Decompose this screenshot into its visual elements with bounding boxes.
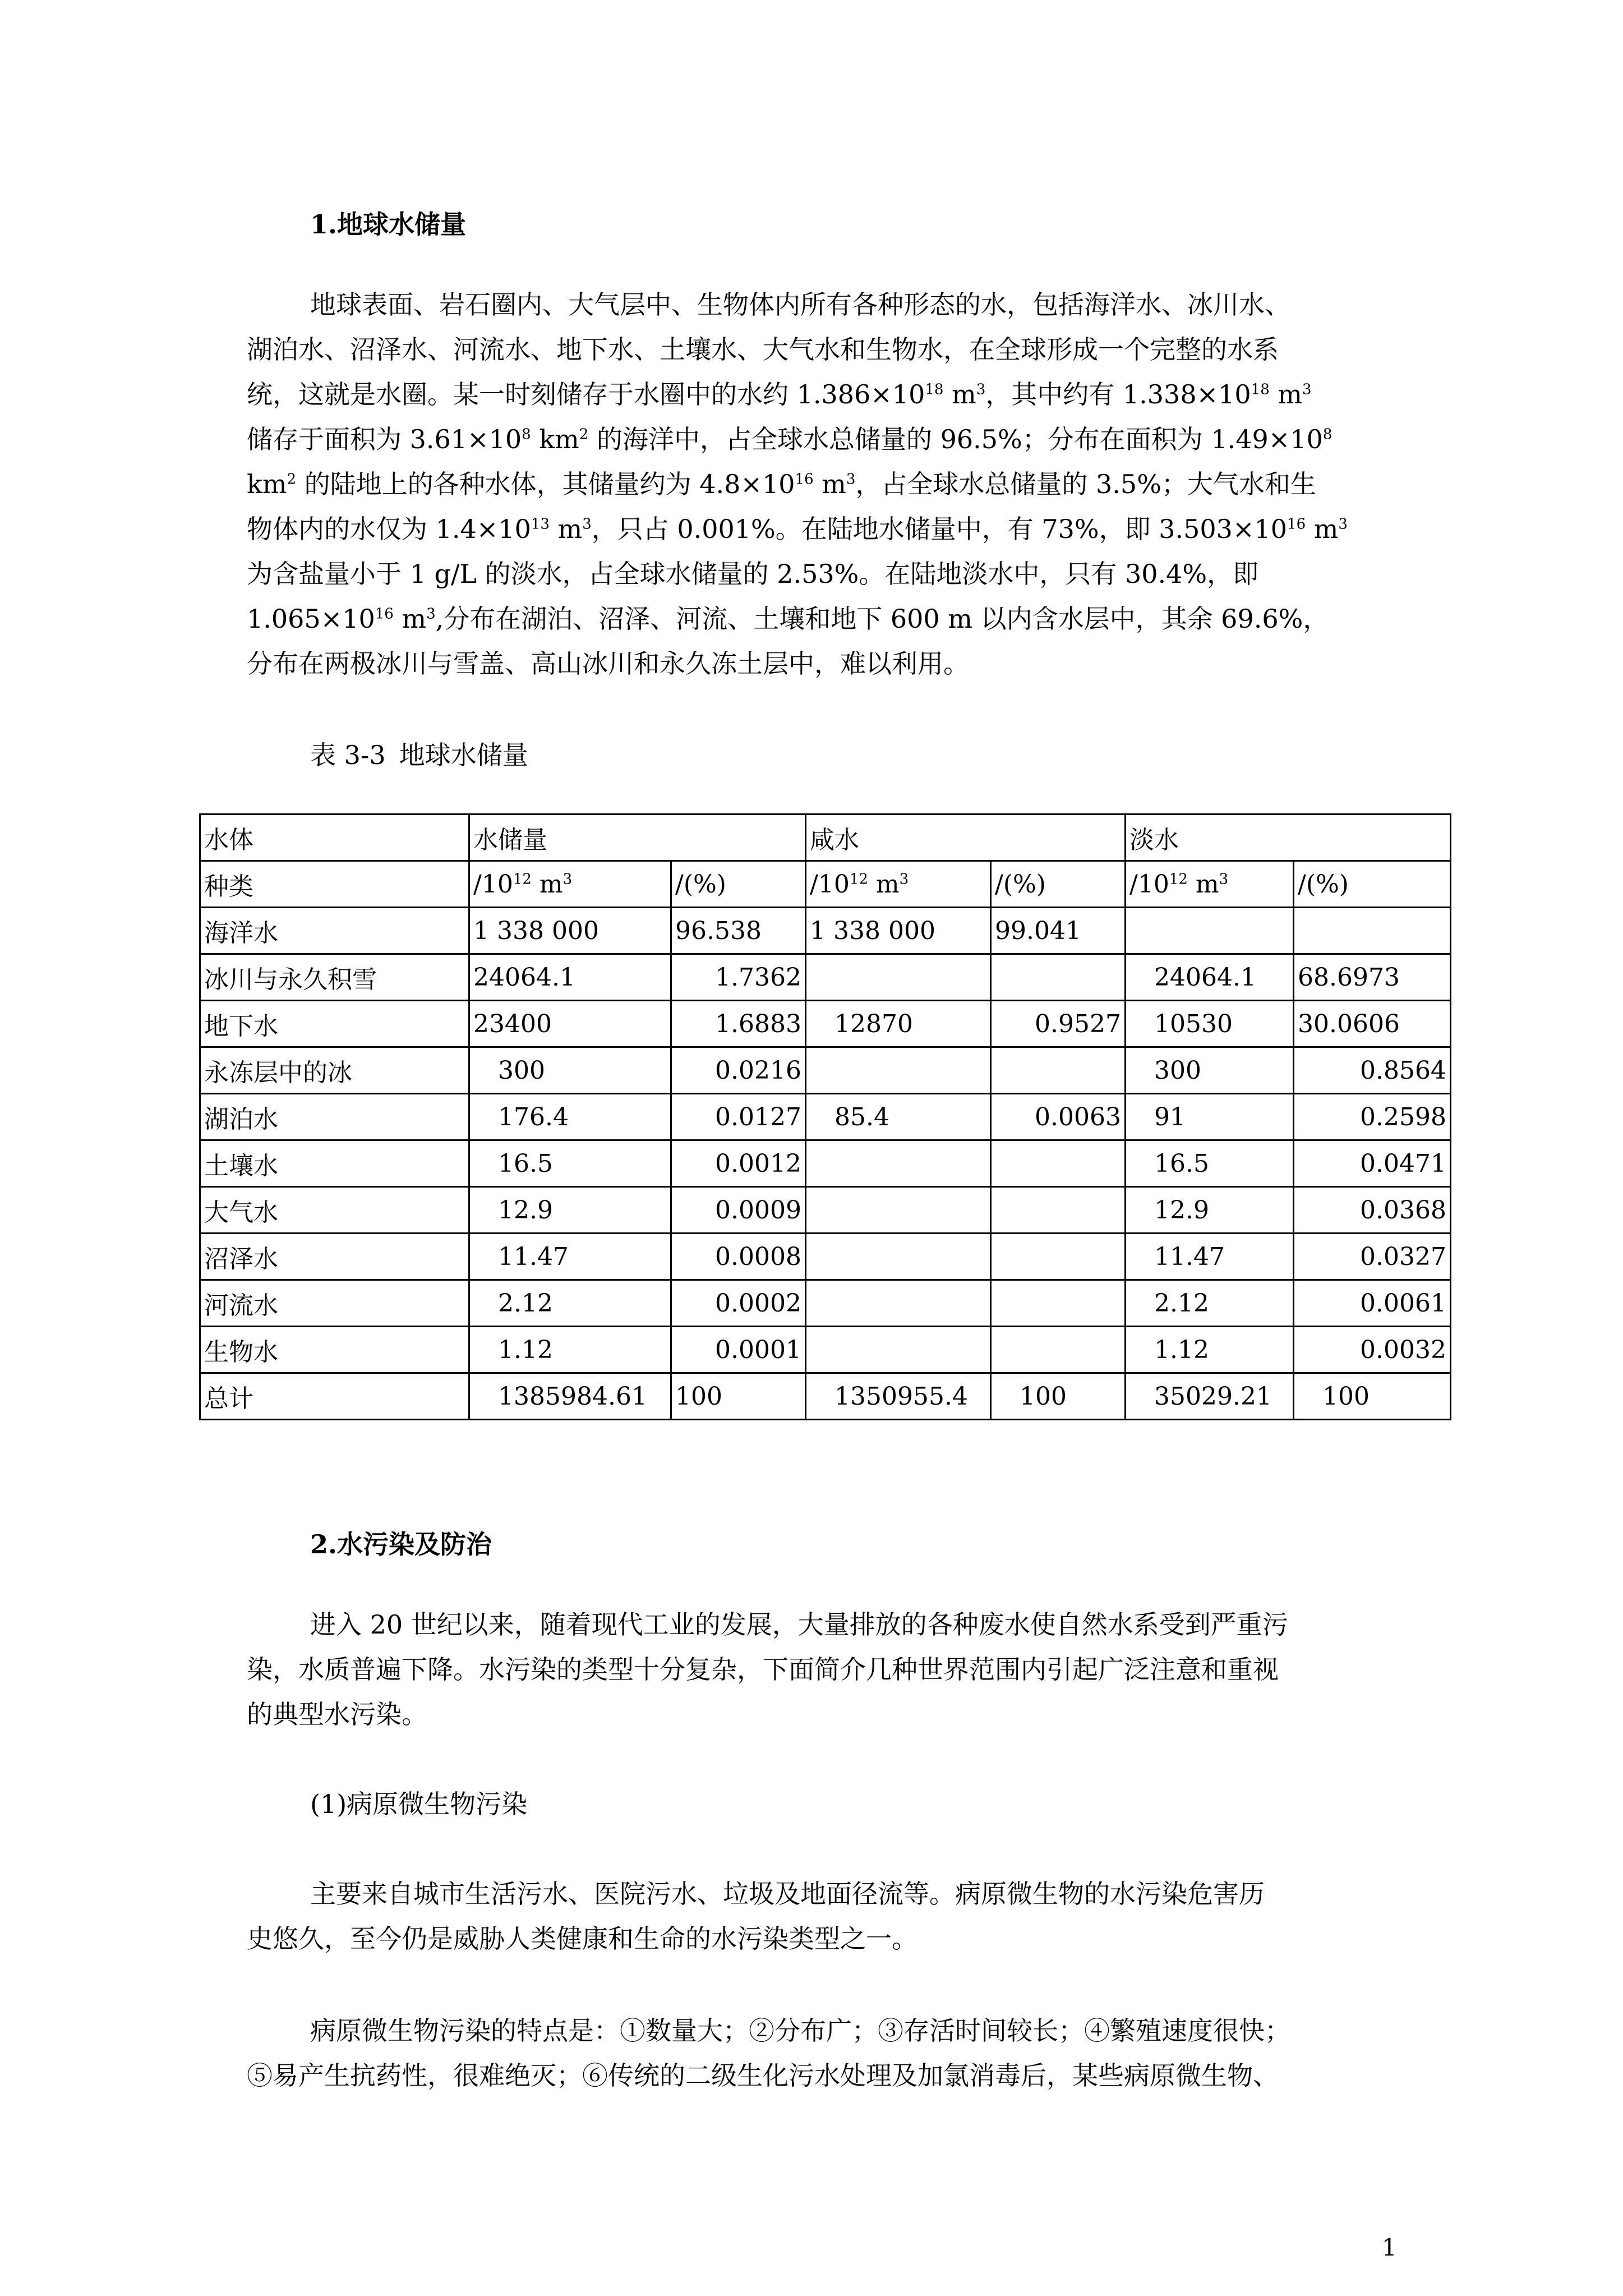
paragraph-1-line: $km^2$ 的陆地上的各种水体，其储量约为 $4.8\times 10^{16}$ $m^3$，占全球水总储量的 3.5%；大气水和生 [247,469,1316,499]
table-row [200,1327,1451,1373]
table-cell: 1.7362 [671,954,806,1001]
table-cell: 1 338 000 [806,908,991,954]
paragraph-1-line: 储存于面积为 $3.61\times 10^8$ $km^2$ 的海洋中，占全球水总储量的 96.5%；分布在面积为 $1.49\times 10^8$ [247,424,1332,454]
table-total-row [200,1373,1451,1420]
table-cell: 11.47 [469,1234,671,1280]
table-cell: 地下水 [200,1001,469,1047]
paragraph-3-line: 主要来自城市生活污水、医院污水、垃圾及地面径流等。病原微生物的水污染危害历 [310,1879,1265,1909]
table-cell [991,1280,1126,1327]
table-cell: 0.0127 [671,1094,806,1140]
table-cell: 100 [1294,1373,1451,1420]
header-cell: 水储量 [469,815,806,861]
unit-cell: $/10^{12}$ $m^3$ [1126,861,1294,908]
table-cell [991,1234,1126,1280]
table-cell: 1.6883 [671,1001,806,1047]
table-cell: 河流水 [200,1280,469,1327]
table-cell [991,1047,1126,1094]
table-cell: 12870 [806,1001,991,1047]
table-cell [806,1187,991,1234]
table-cell: 0.0002 [671,1280,806,1327]
table-cell [806,1280,991,1327]
table-row [200,1047,1451,1094]
table-cell: 30.0606 [1294,1001,1451,1047]
table-cell: 1 338 000 [469,908,671,954]
table-cell: 24064.1 [469,954,671,1001]
paragraph-1-line: 物体内的水仅为 $1.4\times 10^{13}$ $m^3$，只占 0.001%。在陆地水储量中，有 73%，即 $3.503\times 10^{16}$ $m^3$ [247,514,1348,544]
table-cell: 0.0008 [671,1234,806,1280]
table-cell [991,1187,1126,1234]
table-cell: 1.12 [1126,1327,1294,1373]
section-2-heading: 2.水污染及防治 [310,1529,492,1559]
table-cell: 2.12 [469,1280,671,1327]
paragraph-1-line: 湖泊水、沼泽水、河流水、地下水、土壤水、大气水和生物水，在全球形成一个完整的水系 [247,334,1279,365]
table-row [200,1187,1451,1234]
table-cell [806,954,991,1001]
header-cell: 水体 [200,815,469,861]
table-cell: 0.0471 [1294,1140,1451,1187]
table-cell [1294,908,1451,954]
table-caption-number: 表 3-3 [310,740,386,770]
table-cell [806,1047,991,1094]
table-cell: 10530 [1126,1001,1294,1047]
table-row [200,1094,1451,1140]
table-cell: 85.4 [806,1094,991,1140]
header-cell: 咸水 [806,815,1126,861]
table-cell: 300 [1126,1047,1294,1094]
table-cell: 96.538 [671,908,806,954]
table-caption-title: 地球水储量 [399,740,528,770]
table-caption [310,738,528,772]
table-cell: 生物水 [200,1327,469,1373]
table-cell: 300 [469,1047,671,1094]
table-cell: 0.0001 [671,1327,806,1373]
table-row [200,1280,1451,1327]
table-cell: 2.12 [1126,1280,1294,1327]
table-cell: 冰川与永久积雪 [200,954,469,1001]
table-cell [991,1140,1126,1187]
table-cell: 23400 [469,1001,671,1047]
table-cell: 0.0327 [1294,1234,1451,1280]
table-cell: 0.0061 [1294,1280,1451,1327]
table-row [200,908,1451,954]
table-cell: 35029.21 [1126,1373,1294,1420]
table-cell: 大气水 [200,1187,469,1234]
paragraph-4-line: 病原微生物污染的特点是：①数量大；②分布广；③存活时间较长；④繁殖速度很快； [310,2016,1290,2046]
section-1-heading: 1.地球水储量 [310,209,467,240]
subheading: (1)病原微生物污染 [310,1789,528,1819]
table-cell: 16.5 [469,1140,671,1187]
paragraph-1-line: 分布在两极冰川与雪盖、高山冰川和永久冻土层中，难以利用。 [247,648,969,679]
unit-cell: /(%) [1294,861,1451,908]
header-cell: 淡水 [1126,815,1451,861]
table-cell: 0.0012 [671,1140,806,1187]
table-cell: 总计 [200,1373,469,1420]
table-cell: 1385984.61 [469,1373,671,1420]
table-cell [991,954,1126,1001]
paragraph-1-line: 地球表面、岩石圈内、大气层中、生物体内所有各种形态的水，包括海洋水、冰川水、 [310,289,1290,320]
paragraph-1-line: 统，这就是水圈。某一时刻储存于水圈中的水约 $1.386\times 10^{18}$ $m^3$，其中约有 $1.338\times 10^{18}$ $m^3$ [247,379,1312,409]
paragraph-2-line: 进入 20 世纪以来，随着现代工业的发展，大量排放的各种废水使自然水系受到严重污 [310,1609,1288,1640]
paragraph-4-line: ⑤易产生抗药性，很难绝灭；⑥传统的二级生化污水处理及加氯消毒后，某些病原微生物、 [247,2060,1279,2091]
table-cell: 99.041 [991,908,1126,954]
unit-cell: /(%) [671,861,806,908]
table-cell: 16.5 [1126,1140,1294,1187]
unit-cell: $/10^{12}$ $m^3$ [806,861,991,908]
page-number: 1 [1382,2234,1397,2261]
paragraph-2-line: 的典型水污染。 [247,1699,427,1729]
paragraph-3-line: 史悠久，至今仍是威胁人类健康和生命的水污染类型之一。 [247,1924,917,1954]
table-cell [1126,908,1294,954]
table-cell [806,1327,991,1373]
table-cell: 湖泊水 [200,1094,469,1140]
table-cell: 176.4 [469,1094,671,1140]
table-cell: 1.12 [469,1327,671,1373]
header-cell: 种类 [200,861,469,908]
table-cell: 100 [671,1373,806,1420]
paragraph-1-line: $1.065\times 10^{16}$ $m^3$,分布在湖泊、沼泽、河流、土壤和地下 600 m 以内含水层中，其余 69.6%， [247,604,1329,634]
table-cell: 0.0063 [991,1094,1126,1140]
table-cell: 24064.1 [1126,954,1294,1001]
table-cell: 0.2598 [1294,1094,1451,1140]
table-row [200,1001,1451,1047]
table-cell: 0.0009 [671,1187,806,1234]
table-header-row [200,815,1451,861]
table-row [200,1234,1451,1280]
table-cell: 91 [1126,1094,1294,1140]
table-cell: 沼泽水 [200,1234,469,1280]
table-cell: 1350955.4 [806,1373,991,1420]
table-cell: 0.0216 [671,1047,806,1094]
table-row [200,954,1451,1001]
table-cell: 12.9 [1126,1187,1294,1234]
table-cell: 永冻层中的冰 [200,1047,469,1094]
table-cell [806,1234,991,1280]
paragraph-1-line: 为含盐量小于 1 g/L 的淡水，占全球水储量的 2.53%。在陆地淡水中，只有 30.4%，即 [247,559,1259,589]
table-cell: 68.6973 [1294,954,1451,1001]
table-cell: 0.8564 [1294,1047,1451,1094]
table-cell [806,1140,991,1187]
table-cell: 0.9527 [991,1001,1126,1047]
table-cell: 0.0368 [1294,1187,1451,1234]
table-header-row [200,861,1451,908]
water-storage-table [199,813,1451,1420]
table-row [200,1140,1451,1187]
table-cell: 12.9 [469,1187,671,1234]
unit-cell: $/10^{12}$ $m^3$ [469,861,671,908]
table-cell: 100 [991,1373,1126,1420]
unit-cell: /(%) [991,861,1126,908]
table-cell [991,1327,1126,1373]
table-cell: 0.0032 [1294,1327,1451,1373]
table-cell: 海洋水 [200,908,469,954]
table-cell: 土壤水 [200,1140,469,1187]
table-cell: 11.47 [1126,1234,1294,1280]
paragraph-2-line: 染，水质普遍下降。水污染的类型十分复杂，下面简介几种世界范围内引起广泛注意和重视 [247,1654,1279,1685]
